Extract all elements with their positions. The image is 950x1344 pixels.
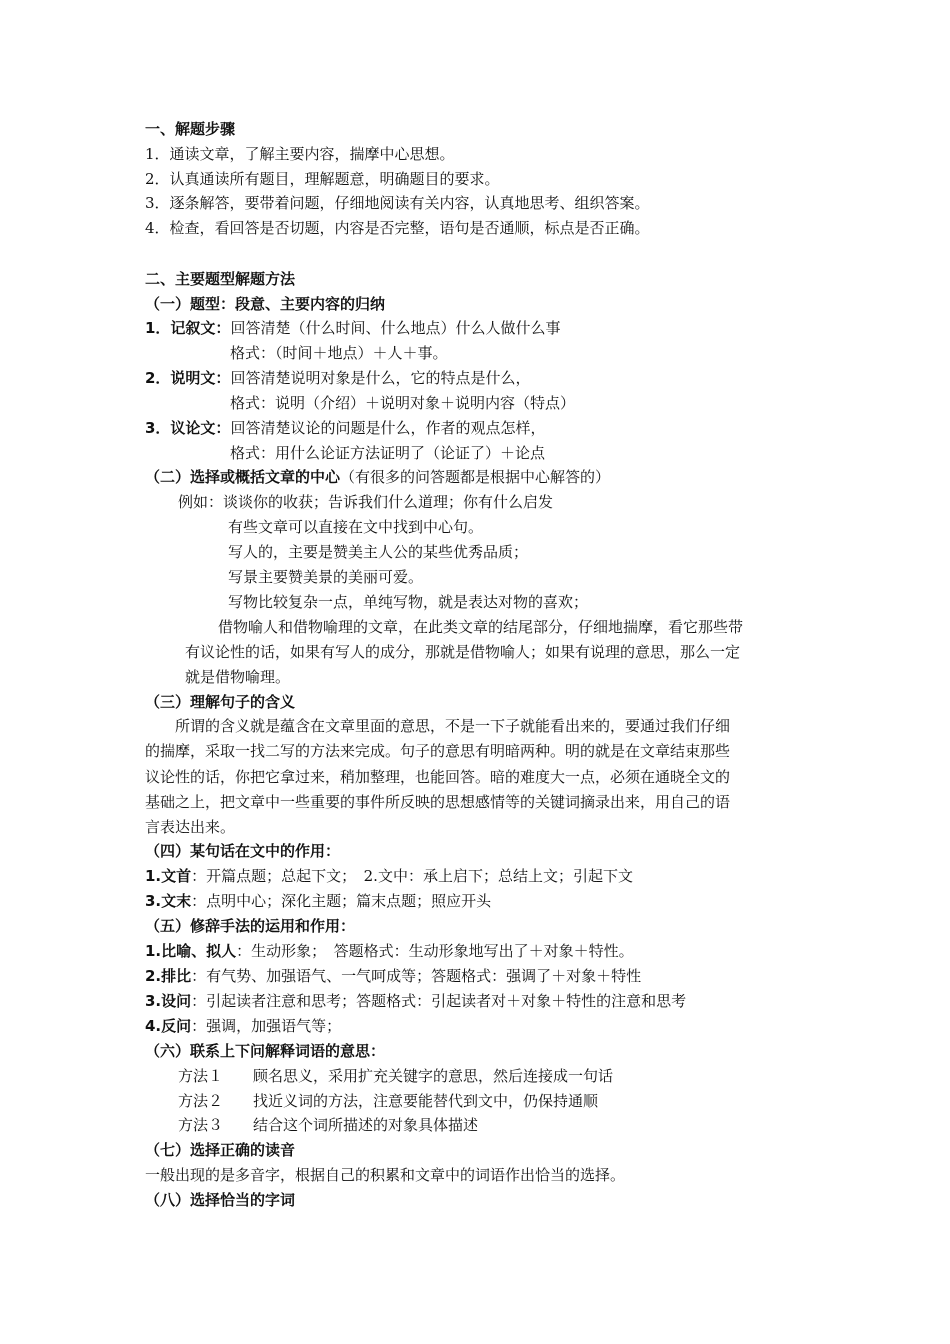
q4-line-1	[145, 866, 633, 886]
q5-item-4	[145, 1016, 341, 1036]
q5-item-4-label: 4.反问	[145, 1017, 192, 1035]
q5-item-1	[145, 941, 634, 961]
q8-title: （八）选择恰当的字词	[145, 1191, 296, 1209]
q1-item-1	[145, 318, 560, 338]
q1-title: （一）题型：段意、主要内容的归纳	[145, 295, 386, 313]
q5-item-2-text: ：有气势、加强语气、一气呵成等；答题格式：强调了＋对象＋特性	[191, 967, 642, 985]
q3-line-2: 的揣摩，采取一找二写的方法来完成。句子的意思有明暗两种。明的就是在文章结束那些	[145, 742, 731, 760]
q1-item-1-label: 1．记叙文：	[145, 319, 231, 337]
q2-note: （有很多的问答题都是根据中心解答的）	[340, 468, 611, 486]
q5-item-1-text: ：生动形象； 答题格式：生动形象地写出了＋对象＋特性。	[236, 942, 634, 960]
q2-tail-1: 借物喻人和借物喻理的文章，在此类文章的结尾部分，仔细地揣摩，看它那些带	[218, 618, 744, 636]
q2-heading	[145, 467, 610, 487]
step-3: 3．逐条解答，要带着问题，仔细地阅读有关内容，认真地思考、组织答案。	[145, 194, 650, 212]
q1-item-2	[145, 368, 530, 388]
q1-item-2-format: 格式：说明（介绍）＋说明对象＋说明内容（特点）	[230, 394, 576, 412]
q6-method-1-name: 方法１	[178, 1067, 224, 1085]
q5-item-3	[145, 991, 686, 1011]
q2-tail-2: 有议论性的话，如果有写人的成分，那就是借物喻人；如果有说理的意思，那么一定	[185, 643, 741, 661]
q6-method-1	[178, 1066, 613, 1086]
q2-line-3: 写景主要赞美景的美丽可爱。	[228, 568, 424, 586]
step-4: 4．检查，看回答是否切题，内容是否完整，语句是否通顺，标点是否正确。	[145, 219, 650, 237]
q7-text: 一般出现的是多音字，根据自己的积累和文章中的词语作出恰当的选择。	[145, 1166, 626, 1184]
q3-line-3: 议论性的话，你把它拿过来，稍加整理，也能回答。暗的难度大一点，必须在通晓全文的	[145, 768, 731, 786]
section-1-title: 一、解题步骤	[145, 120, 236, 138]
step-2: 2．认真通读所有题目，理解题意，明确题目的要求。	[145, 170, 500, 188]
q6-title: （六）联系上下问解释词语的意思：	[145, 1042, 386, 1060]
q5-title: （五）修辞手法的运用和作用：	[145, 917, 356, 935]
step-1: 1．通读文章，了解主要内容，揣摩中心思想。	[145, 145, 455, 163]
q1-item-1-format: 格式：（时间＋地点）＋人＋事。	[230, 344, 448, 362]
q1-item-3	[145, 418, 545, 438]
q1-item-3-text: 回答清楚议论的问题是什么，作者的观点怎样，	[230, 419, 546, 437]
q5-item-4-text: ：强调，加强语气等；	[191, 1017, 342, 1035]
q6-method-3	[178, 1115, 478, 1135]
q6-method-2	[178, 1091, 598, 1111]
q4-line-2-text: ：点明中心；深化主题；篇末点题；照应开头	[191, 892, 492, 910]
q5-item-1-label: 1.比喻、拟人	[145, 942, 237, 960]
q2-example: 例如：谈谈你的收获；告诉我们什么道理；你有什么启发	[178, 493, 554, 511]
q1-item-1-text: 回答清楚（什么时间、什么地点）什么人做什么事	[230, 319, 561, 337]
q6-method-2-text: 找近义词的方法，注意要能替代到文中，仍保持通顺	[253, 1092, 599, 1110]
q3-line-4: 基础之上，把文章中一些重要的事件所反映的思想感情等的关键词摘录出来，用自己的语	[145, 793, 731, 811]
q2-tail-3: 就是借物喻理。	[185, 668, 291, 686]
q7-title: （七）选择正确的读音	[145, 1141, 296, 1159]
q3-title: （三）理解句子的含义	[145, 693, 296, 711]
q4-line-2	[145, 891, 491, 911]
q4-title: （四）某句话在文中的作用：	[145, 842, 341, 860]
q2-title: （二）选择或概括文章的中心	[145, 468, 341, 486]
q1-item-2-text: 回答清楚说明对象是什么，它的特点是什么，	[230, 369, 531, 387]
q5-item-2	[145, 966, 641, 986]
q1-item-3-format: 格式：用什么论证方法证明了（论证了）＋论点	[230, 444, 546, 462]
q2-line-1: 有些文章可以直接在文中找到中心句。	[228, 518, 484, 536]
q1-item-2-label: 2．说明文：	[145, 369, 231, 387]
q5-item-3-text: ：引起读者注意和思考；答题格式：引起读者对＋对象＋特性的注意和思考	[191, 992, 687, 1010]
section-2-title: 二、主要题型解题方法	[145, 270, 296, 288]
q2-line-2: 写人的，主要是赞美主人公的某些优秀品质；	[228, 543, 529, 561]
q4-line-1-text: ：开篇点题；总起下文； 2.文中：承上启下；总结上文；引起下文	[191, 867, 633, 885]
q3-line-5: 言表达出来。	[145, 818, 236, 836]
q1-item-3-label: 3．议论文：	[145, 419, 231, 437]
q6-method-3-name: 方法３	[178, 1116, 224, 1134]
q6-method-3-text: 结合这个词所描述的对象具体描述	[253, 1116, 479, 1134]
q6-method-2-name: 方法２	[178, 1092, 224, 1110]
q4-line-2-label: 3.文末	[145, 892, 192, 910]
q3-line-1: 所谓的含义就是蕴含在文章里面的意思，不是一下子就能看出来的，要通过我们仔细	[145, 717, 731, 735]
q6-method-1-text: 顾名思义，采用扩充关键字的意思，然后连接成一句话	[253, 1067, 614, 1085]
q5-item-3-label: 3.设问	[145, 992, 192, 1010]
q2-line-4: 写物比较复杂一点，单纯写物，就是表达对物的喜欢；	[228, 593, 589, 611]
q4-line-1-label: 1.文首	[145, 867, 192, 885]
q5-item-2-label: 2.排比	[145, 967, 192, 985]
